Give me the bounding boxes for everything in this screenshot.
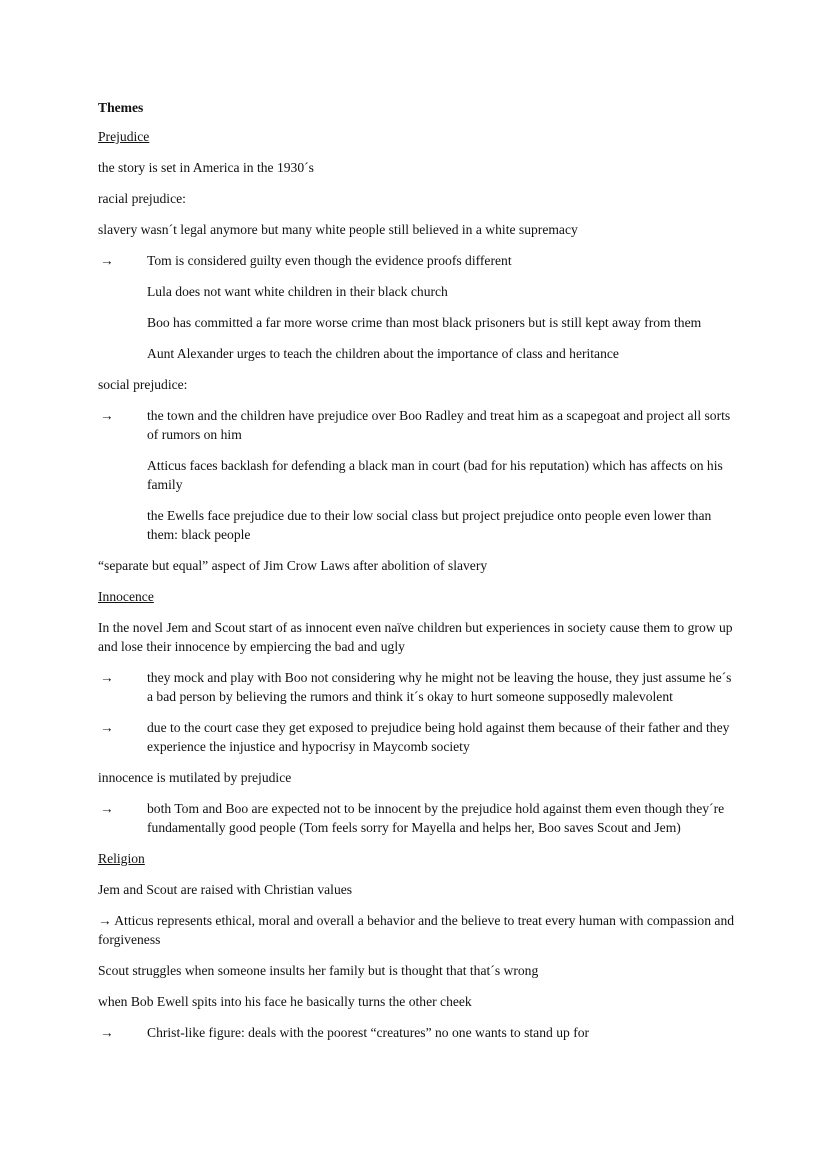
list-item [98, 251, 738, 270]
arrow-icon: → [100, 1025, 114, 1040]
arrow-icon: → [100, 408, 114, 423]
paragraph-bob: when Bob Ewell spits into his face he basically turns the other cheek [98, 994, 472, 1009]
mutilated-point: both Tom and Boo are expected not to be innocent by the prejudice hold against them even though they´re fundamentally good people (Tom feels sorry for Mayella and helps her, Boo saves Scout and Jem) [147, 801, 725, 835]
document-title: Themes [98, 100, 144, 115]
list-item [98, 668, 738, 706]
racial-point-2: Lula does not want white children in their black church [147, 284, 448, 299]
list-item [98, 406, 738, 444]
heading-prejudice: Prejudice [98, 129, 150, 144]
heading-religion: Religion [98, 851, 145, 866]
list-item [98, 799, 738, 837]
paragraph-setting: the story is set in America in the 1930´s [98, 160, 314, 175]
social-point-3: the Ewells face prejudice due to their low social class but project prejudice onto people even lower than them: black people [147, 508, 712, 542]
christ-point: Christ-like figure: deals with the poorest “creatures” no one wants to stand up for [147, 1025, 590, 1040]
social-point-2: Atticus faces backlash for defending a black man in court (bad for his reputation) which has affects on his family [147, 458, 723, 492]
paragraph-atticus: → Atticus represents ethical, moral and overall a behavior and the believe to treat every human with compassion and forgiveness [98, 913, 735, 947]
innocence-point-1: they mock and play with Boo not considering why he might not be leaving the house, they just assume he´s a bad person by believing the rumors and think it´s okay to hurt someone supposedly malevolent [147, 670, 732, 704]
heading-innocence: Innocence [98, 589, 154, 604]
paragraph-scout: Scout struggles when someone insults her family but is thought that that´s wrong [98, 963, 539, 978]
social-point-1: the town and the children have prejudice over Boo Radley and treat him as a scapegoat and project all sorts of rumors on him [147, 408, 731, 442]
paragraph-innocence-intro: In the novel Jem and Scout start of as innocent even naïve children but experiences in society cause them to grow up and lose their innocence by empiercing the bad and ugly [98, 620, 733, 654]
arrow-icon: → [100, 670, 114, 685]
racial-point-1: Tom is considered guilty even though the evidence proofs different [147, 253, 512, 268]
document-page [98, 98, 738, 1054]
arrow-icon: → [100, 720, 114, 735]
paragraph-raised: Jem and Scout are raised with Christian values [98, 882, 353, 897]
paragraph-mutilated: innocence is mutilated by prejudice [98, 770, 292, 785]
arrow-icon: → [100, 253, 114, 268]
list-item [98, 718, 738, 756]
label-racial-prejudice: racial prejudice: [98, 191, 186, 206]
paragraph-jim-crow: “separate but equal” aspect of Jim Crow Laws after abolition of slavery [98, 558, 488, 573]
list-item [98, 1023, 738, 1042]
paragraph-slavery: slavery wasn´t legal anymore but many white people still believed in a white supremacy [98, 222, 578, 237]
label-social-prejudice: social prejudice: [98, 377, 188, 392]
arrow-icon: → [100, 801, 114, 816]
innocence-point-2: due to the court case they get exposed to prejudice being hold against them because of their father and they experience the injustice and hypocrisy in Maycomb society [147, 720, 730, 754]
racial-point-4: Aunt Alexander urges to teach the children about the importance of class and heritance [147, 346, 619, 361]
racial-point-3: Boo has committed a far more worse crime than most black prisoners but is still kept away from them [147, 315, 702, 330]
